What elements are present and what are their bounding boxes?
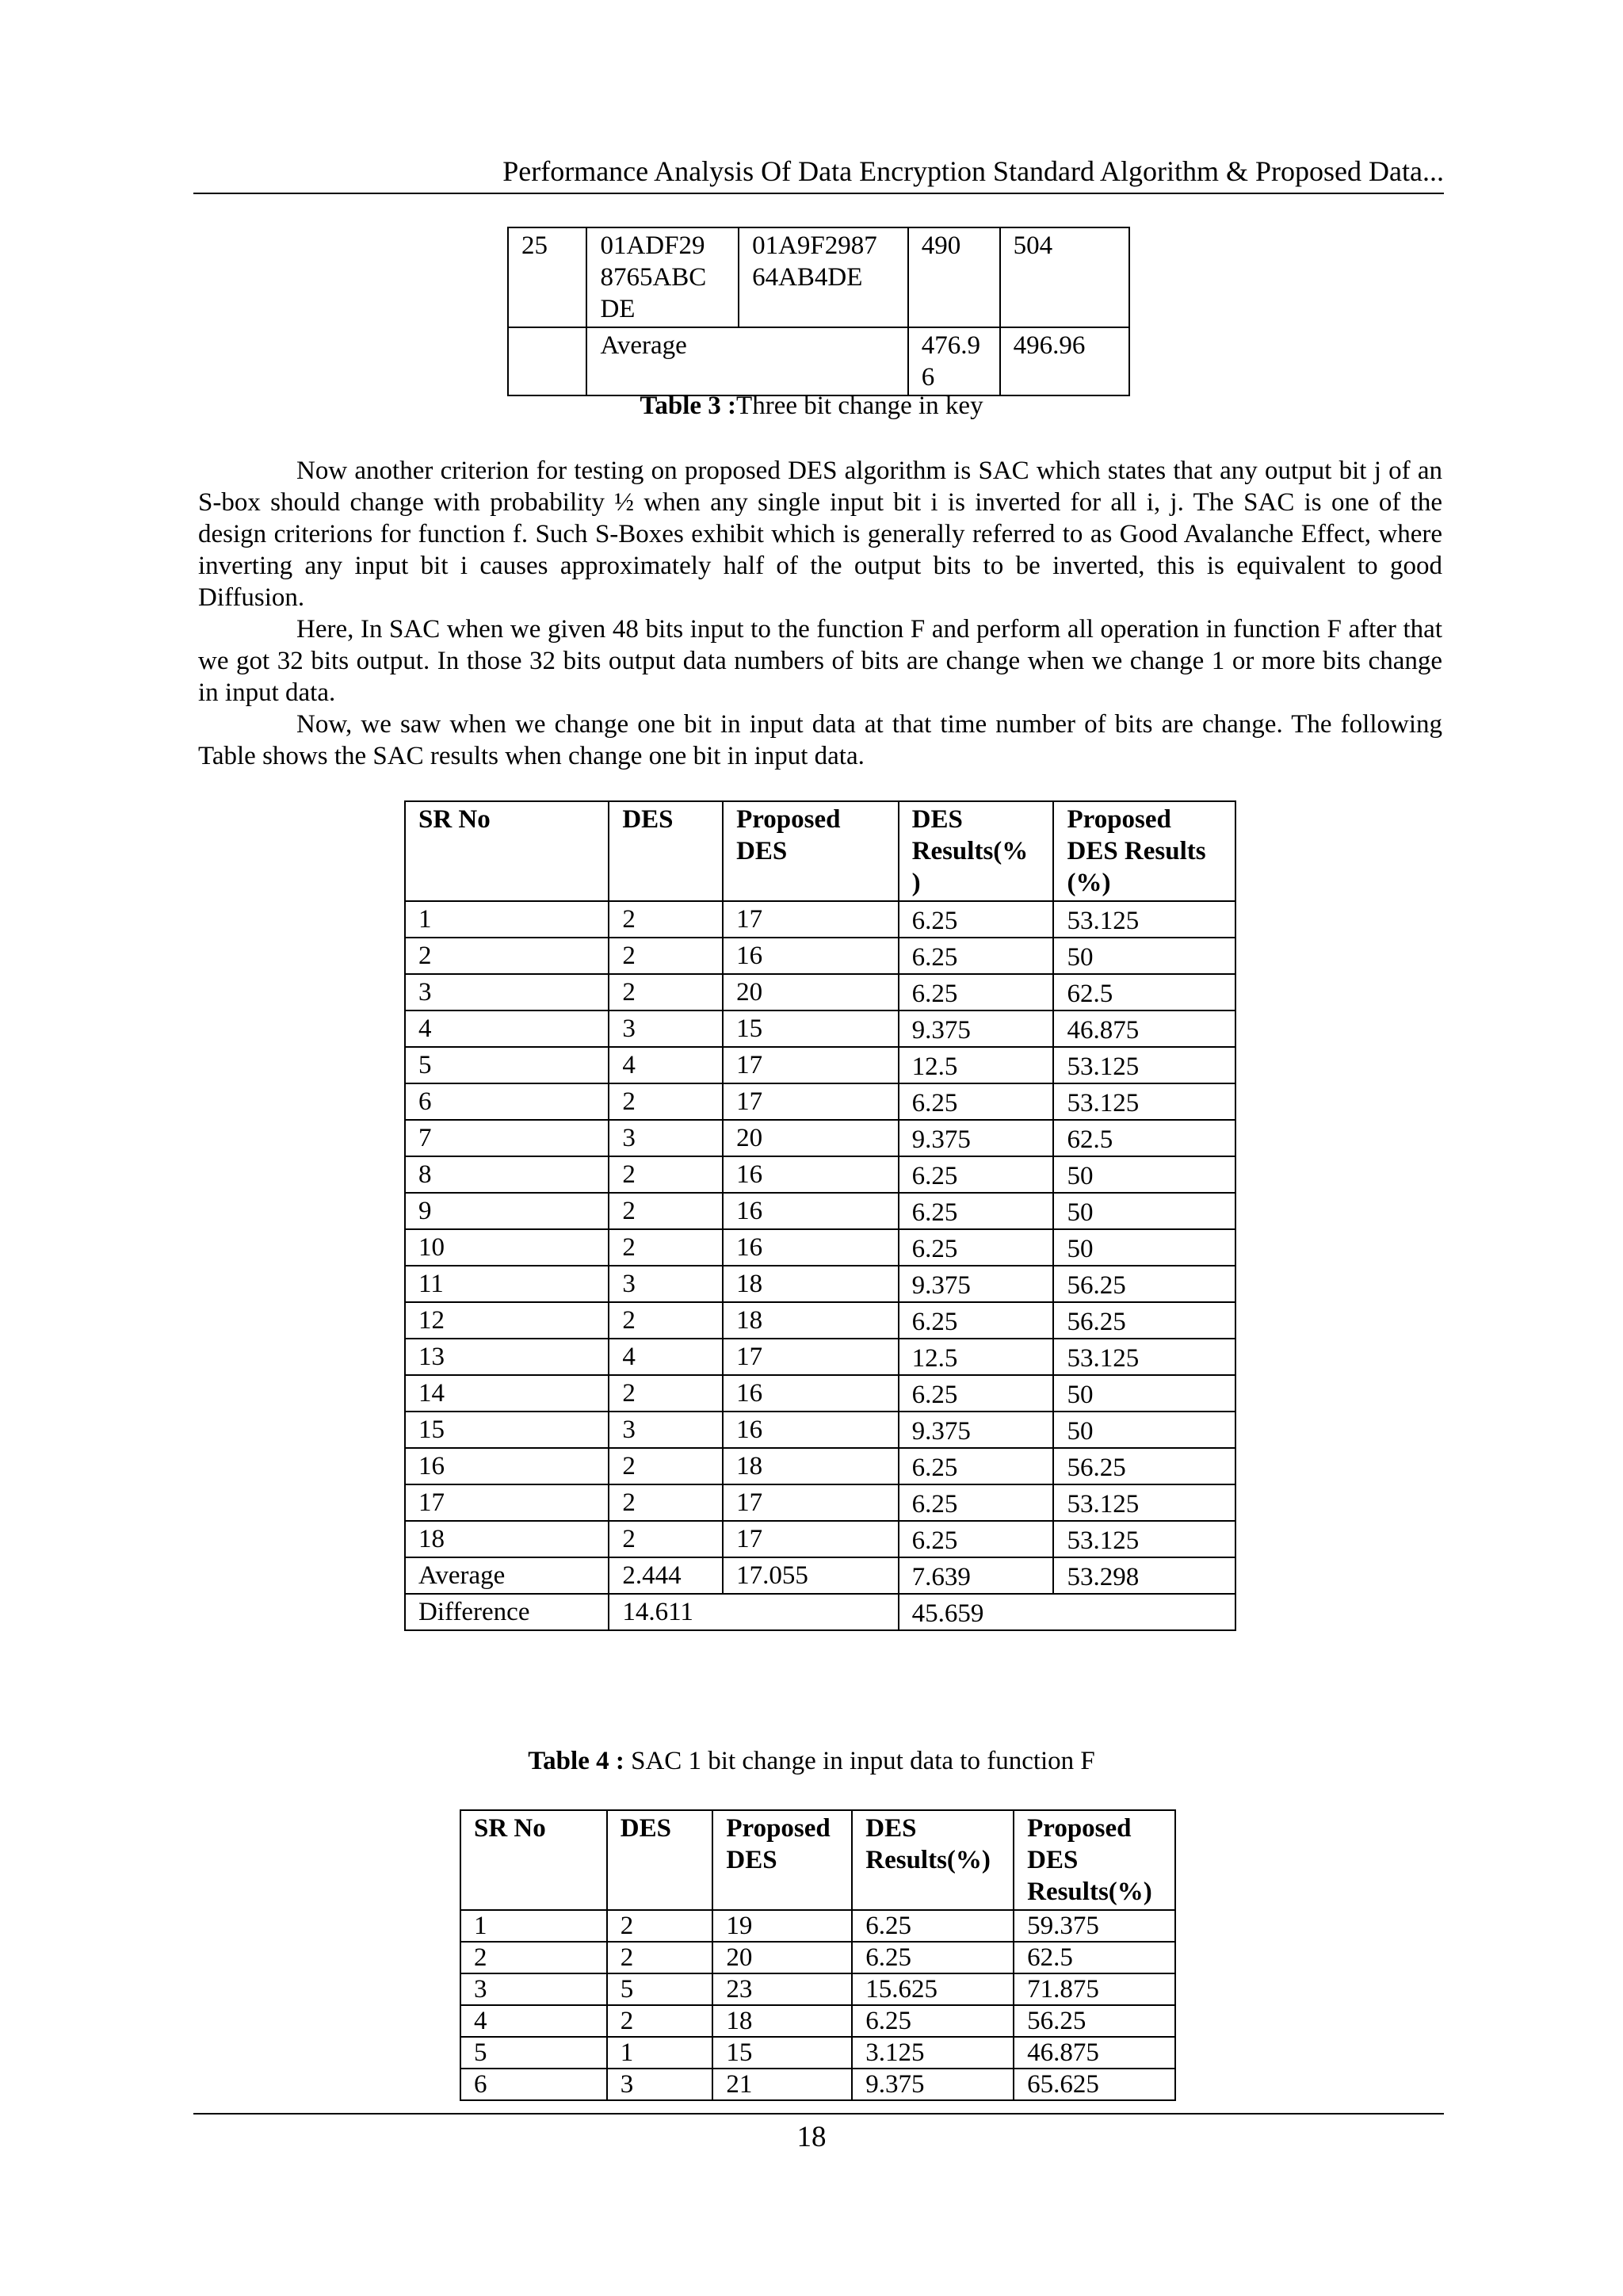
table-cell: 53.125 [1053, 1339, 1235, 1375]
table-cell: 6.25 [852, 2005, 1014, 2037]
table-cell: 7 [405, 1120, 609, 1156]
table-cell: 6.25 [899, 901, 1054, 938]
table-row [460, 1942, 1175, 1973]
table-cell: 18 [712, 2005, 852, 2037]
table-cell: 5 [607, 1973, 713, 2005]
table-cell: 2 [609, 1302, 723, 1339]
table-cell: 56.25 [1053, 1302, 1235, 1339]
table-cell: 2 [609, 901, 723, 938]
table-cell: 2.444 [609, 1557, 723, 1594]
table-cell: 3 [609, 1010, 723, 1047]
table-cell: 53.125 [1053, 1484, 1235, 1521]
table-cell: 2 [609, 1484, 723, 1521]
table-cell: 45.659 [899, 1594, 1235, 1630]
table-row [405, 1083, 1235, 1120]
table-row [405, 1047, 1235, 1083]
table-cell: 9.375 [899, 1120, 1054, 1156]
table-cell: 2 [607, 1942, 713, 1973]
table-cell: 6.25 [899, 938, 1054, 974]
column-header: Proposed DES [712, 1810, 852, 1910]
table-cell: 25 [508, 227, 586, 327]
header-rule [193, 193, 1444, 194]
page-number: 18 [796, 2121, 827, 2153]
table-cell: 50 [1053, 1156, 1235, 1193]
table-cell: 6.25 [899, 974, 1054, 1010]
table-cell: 50 [1053, 1412, 1235, 1448]
table-row [405, 1156, 1235, 1193]
table-row [460, 2037, 1175, 2069]
table-cell: 3 [609, 1412, 723, 1448]
table-cell: 13 [405, 1339, 609, 1375]
table-cell: Average [586, 327, 907, 395]
table-cell: 3 [405, 974, 609, 1010]
paragraph: Now another criterion for testing on proposed DES algorithm is SAC which states that any output bit j of an S-box should change with probability ½ when any single input bit i is inverted for all i, j. The SAC is one of the design criterions for function f. Such S-Boxes exhibit which is generally referred to as Good Avalanche Effect, where inverting any input bit i causes approximately half of the output bits to be inverted, this is equivalent to good Diffusion. [198, 457, 1442, 612]
table-cell: 9.375 [899, 1266, 1054, 1302]
column-header: DES Results(%) [852, 1810, 1014, 1910]
table-cell: 12.5 [899, 1047, 1054, 1083]
table-row [405, 1229, 1235, 1266]
table-row-difference [405, 1594, 1235, 1630]
table-cell: 17 [723, 901, 899, 938]
table-cell: 6.25 [899, 1229, 1054, 1266]
table-cell: 2 [609, 938, 723, 974]
table-cell: 6.25 [899, 1156, 1054, 1193]
table-row [405, 1302, 1235, 1339]
table-cell: 2 [609, 1083, 723, 1120]
caption-text: SAC 1 bit change in input data to function F [624, 1747, 1095, 1775]
table-cell: 16 [723, 1412, 899, 1448]
table-cell: 50 [1053, 1375, 1235, 1412]
table-cell: 3 [609, 1120, 723, 1156]
table-cell: 6.25 [899, 1448, 1054, 1484]
table-cell: 19 [712, 1910, 852, 1942]
table-cell: 8 [405, 1156, 609, 1193]
table-cell: 62.5 [1014, 1942, 1175, 1973]
table-cell: 59.375 [1014, 1910, 1175, 1942]
table-cell: 2 [460, 1942, 607, 1973]
caption-label: Table 4 : [528, 1747, 624, 1775]
table-cell: 476.9 6 [908, 327, 1000, 395]
table-cell: 1 [607, 2037, 713, 2069]
table-cell: 2 [609, 1375, 723, 1412]
table-cell: 5 [460, 2037, 607, 2069]
table-cell: 20 [723, 974, 899, 1010]
table-cell: 18 [723, 1448, 899, 1484]
table-cell: 2 [607, 1910, 713, 1942]
table-cell: 496.96 [1000, 327, 1129, 395]
table-cell: 6.25 [899, 1375, 1054, 1412]
column-header: DES [607, 1810, 713, 1910]
table-cell: 6 [405, 1083, 609, 1120]
table-row [460, 1973, 1175, 2005]
table-cell: 23 [712, 1973, 852, 2005]
table-cell: 16 [723, 938, 899, 974]
table-cell: 1 [460, 1910, 607, 1942]
table-cell: 3.125 [852, 2037, 1014, 2069]
table-cell: 12 [405, 1302, 609, 1339]
table-cell: 11 [405, 1266, 609, 1302]
table-cell: 2 [607, 2005, 713, 2037]
table-cell: 62.5 [1053, 974, 1235, 1010]
table-row [405, 1010, 1235, 1047]
table-row [405, 1193, 1235, 1229]
table-cell: 53.125 [1053, 901, 1235, 938]
table-cell: 6.25 [899, 1484, 1054, 1521]
table-cell: 3 [607, 2069, 713, 2100]
table-cell: 15 [405, 1412, 609, 1448]
column-header: DES Results(% ) [899, 801, 1054, 901]
table-row-average [405, 1557, 1235, 1594]
table-4 [404, 800, 1236, 1631]
paragraph: Here, In SAC when we given 48 bits input to the function F and perform all operation in function F after that we got 32 bits output. In those 32 bits output data numbers of bits are change when we change 1 or more bits change in input data. [198, 615, 1442, 707]
table-cell: 18 [723, 1302, 899, 1339]
table-cell: 16 [723, 1229, 899, 1266]
table-cell: 50 [1053, 1229, 1235, 1266]
table-cell: Difference [405, 1594, 609, 1630]
table-cell: 15.625 [852, 1973, 1014, 2005]
table-cell: 5 [405, 1047, 609, 1083]
table-cell: 17 [405, 1484, 609, 1521]
table-cell: 12.5 [899, 1339, 1054, 1375]
table-cell: 6.25 [899, 1302, 1054, 1339]
table-row [405, 1521, 1235, 1557]
table-row [405, 1412, 1235, 1448]
column-header: Proposed DES [723, 801, 899, 901]
table-cell: 53.125 [1053, 1047, 1235, 1083]
table-cell: 15 [712, 2037, 852, 2069]
table-cell: 17.055 [723, 1557, 899, 1594]
caption-label: Table 3 : [640, 392, 737, 420]
table-cell: 4 [405, 1010, 609, 1047]
table-cell: 18 [405, 1521, 609, 1557]
table-row [460, 2069, 1175, 2100]
footer-rule [193, 2113, 1444, 2115]
table-row [405, 1484, 1235, 1521]
table-header-row [460, 1810, 1175, 1910]
table-cell: 71.875 [1014, 1973, 1175, 2005]
table-cell: 6 [460, 2069, 607, 2100]
table-cell: 65.625 [1014, 2069, 1175, 2100]
column-header: Proposed DES Results(%) [1014, 1810, 1175, 1910]
table-cell: 6.25 [899, 1521, 1054, 1557]
table-3 [507, 227, 1130, 396]
table-cell: 1 [405, 901, 609, 938]
table-5 [460, 1809, 1176, 2101]
table-cell: 9 [405, 1193, 609, 1229]
table-cell: 10 [405, 1229, 609, 1266]
table-row [405, 1339, 1235, 1375]
table-cell: 17 [723, 1047, 899, 1083]
table-cell: 14.611 [609, 1594, 898, 1630]
running-header: Performance Analysis Of Data Encryption Standard Algorithm & Proposed Data... [502, 155, 1444, 187]
table-cell: 17 [723, 1083, 899, 1120]
column-header: DES [609, 801, 723, 901]
table-cell: 490 [908, 227, 1000, 327]
table-header-row [405, 801, 1235, 901]
table-cell: 6.25 [899, 1193, 1054, 1229]
table-cell: 18 [723, 1266, 899, 1302]
table-cell: 53.125 [1053, 1083, 1235, 1120]
table-cell: 7.639 [899, 1557, 1054, 1594]
table-row [405, 1266, 1235, 1302]
table-4-caption [0, 1745, 1623, 1777]
table-cell: 2 [609, 1521, 723, 1557]
table-cell: 15 [723, 1010, 899, 1047]
table-cell: 17 [723, 1484, 899, 1521]
table-cell: 16 [723, 1193, 899, 1229]
table-cell: 56.25 [1053, 1448, 1235, 1484]
table-cell: 53.125 [1053, 1521, 1235, 1557]
table-cell: 4 [460, 2005, 607, 2037]
table-cell: 6.25 [852, 1942, 1014, 1973]
table-row [460, 2005, 1175, 2037]
table-cell: 9.375 [899, 1010, 1054, 1047]
table-cell: 17 [723, 1339, 899, 1375]
table-row-average [508, 327, 1129, 395]
table-row [405, 1448, 1235, 1484]
table-cell: 3 [609, 1266, 723, 1302]
table-cell: 3 [460, 1973, 607, 2005]
table-row [405, 901, 1235, 938]
table-cell: 6.25 [852, 1910, 1014, 1942]
table-cell: 6.25 [899, 1083, 1054, 1120]
table-cell: 504 [1000, 227, 1129, 327]
table-row [405, 1375, 1235, 1412]
table-cell: 01ADF29 8765ABC DE [586, 227, 739, 327]
column-header: SR No [460, 1810, 607, 1910]
table-cell [508, 327, 586, 395]
table-row [508, 227, 1129, 327]
table-cell: 56.25 [1053, 1266, 1235, 1302]
table-cell: 16 [723, 1375, 899, 1412]
table-3-caption [0, 390, 1623, 422]
table-cell: 20 [723, 1120, 899, 1156]
table-cell: 9.375 [899, 1412, 1054, 1448]
table-row [405, 1120, 1235, 1156]
column-header: Proposed DES Results (%) [1053, 801, 1235, 901]
table-cell: 20 [712, 1942, 852, 1973]
table-cell: 17 [723, 1521, 899, 1557]
caption-text: Three bit change in key [736, 392, 983, 420]
table-cell: 46.875 [1014, 2037, 1175, 2069]
table-row [405, 938, 1235, 974]
table-cell: 56.25 [1014, 2005, 1175, 2037]
table-cell: 2 [609, 1448, 723, 1484]
table-cell: 14 [405, 1375, 609, 1412]
table-cell: 16 [723, 1156, 899, 1193]
column-header: SR No [405, 801, 609, 901]
table-cell: 50 [1053, 1193, 1235, 1229]
paragraph: Now, we saw when we change one bit in input data at that time number of bits are change. The following Table shows the SAC results when change one bit in input data. [198, 710, 1442, 770]
table-cell: 2 [609, 1229, 723, 1266]
table-cell: 9.375 [852, 2069, 1014, 2100]
table-cell: 4 [609, 1047, 723, 1083]
table-cell: 01A9F2987 64AB4DE [739, 227, 908, 327]
table-row [405, 974, 1235, 1010]
table-cell: 53.298 [1053, 1557, 1235, 1594]
table-cell: 46.875 [1053, 1010, 1235, 1047]
table-row [460, 1910, 1175, 1942]
table-cell: 2 [609, 1193, 723, 1229]
body-text [198, 455, 1442, 772]
table-cell: 21 [712, 2069, 852, 2100]
table-cell: 2 [609, 1156, 723, 1193]
table-cell: 4 [609, 1339, 723, 1375]
table-cell: 16 [405, 1448, 609, 1484]
table-cell: 2 [609, 974, 723, 1010]
table-cell: Average [405, 1557, 609, 1594]
table-cell: 62.5 [1053, 1120, 1235, 1156]
table-cell: 50 [1053, 938, 1235, 974]
table-cell: 2 [405, 938, 609, 974]
